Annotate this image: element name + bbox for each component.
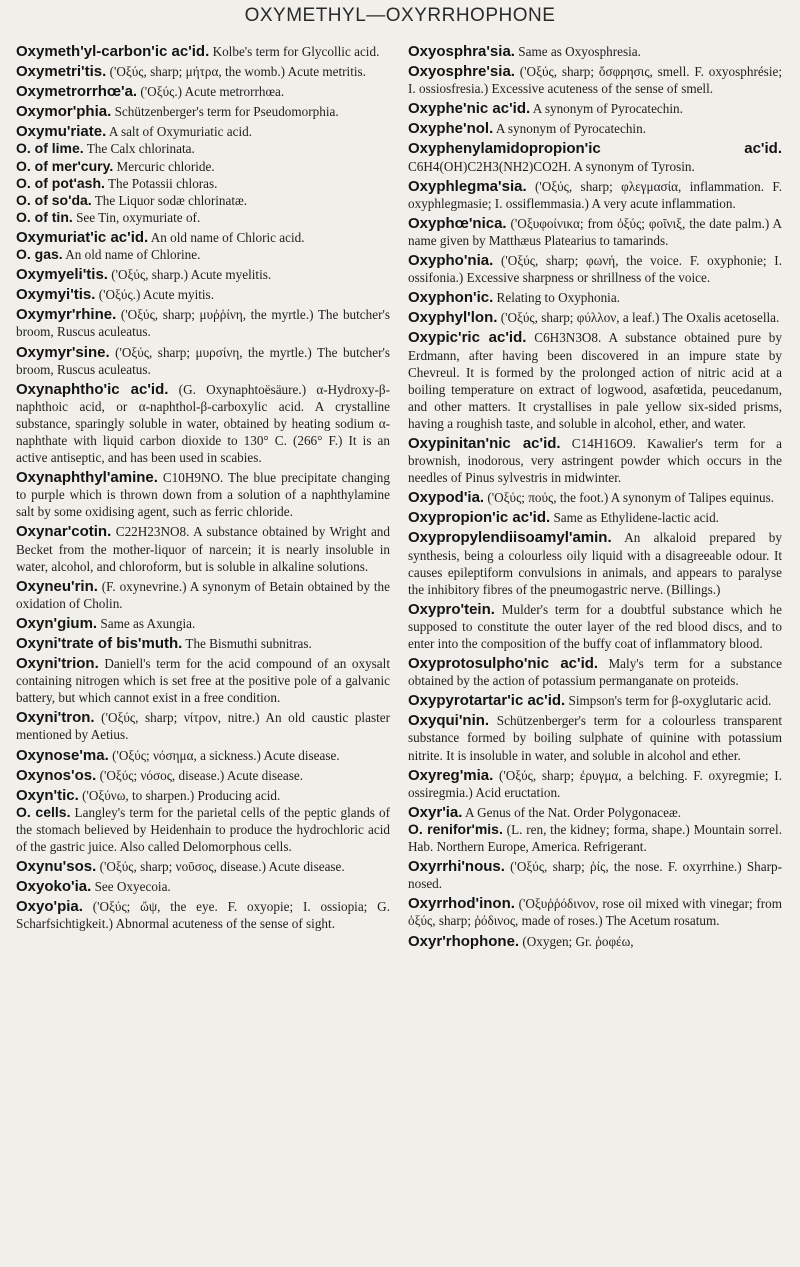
entry-definition: ('Οξύς, sharp.) Acute myelitis. — [107, 267, 272, 283]
entry-headword: Oxynar'cotin. — [16, 523, 112, 541]
entry-definition: (Oxygen; Gr. ῥοφέω, — [519, 933, 634, 949]
dictionary-entry — [408, 43, 782, 60]
entry-definition: An old name of Chloric acid. — [148, 229, 305, 245]
entry-headword: Oxyni'trion. — [16, 655, 99, 673]
entry-definition: ('Οξύς, sharp; ὄσφρησις, smell. F. oxyosphrésie; I. ossiosfresia.) Excessive acuteness of the sense of smell. — [408, 64, 782, 97]
entry-headword: Oxymyr'sine. — [16, 343, 110, 361]
entry-headword: Oxynu'sos. — [16, 858, 97, 876]
entry-definition: Langley's term for the parietal cells of the peptic glands of the stomach believed by Heidenhain to produce the hydrochloric acid of the gastric juice. Also called Delomorphous cells. — [16, 804, 390, 855]
page-header: OXYMETHYL—OXYRRHOPHONE — [244, 5, 556, 26]
dictionary-entry — [408, 601, 782, 652]
entry-definition: See Oxyecoia. — [91, 879, 171, 895]
entry-headword: Oxyrrhod'inon. — [408, 895, 515, 913]
dictionary-entry — [16, 709, 390, 743]
entry-definition: A salt of Oxymuriatic acid. — [106, 124, 253, 140]
left-column — [16, 40, 390, 933]
entry-headword: O. of lime. — [16, 140, 84, 157]
dictionary-entry — [408, 712, 782, 763]
entry-definition: Maly's term for a substance obtained by the action of potassium permanganate on proteids. — [408, 656, 782, 689]
entry-headword: Oxymuriat'ic ac'id. — [16, 228, 149, 246]
dictionary-entry — [408, 692, 782, 709]
entry-definition: The Bismuthi subnitras. — [182, 636, 312, 651]
entry-headword: Oxymor'phia. — [16, 103, 112, 121]
entry-definition: An alkaloid prepared by synthesis, being a colourless oily liquid with a disagreeable odour. It causes epileptiform convulsions in animals, and appears to paralyse the inhibitory fibres of the pneumogastric nerve. (Billings.) — [408, 530, 782, 597]
entry-definition: Mercuric chloride. — [113, 158, 215, 174]
entry-definition: The Calx chlorinata. — [83, 141, 195, 157]
entry-headword: Oxymyi'tis. — [16, 286, 96, 304]
entry-headword: Oxyphe'nic ac'id. — [408, 100, 531, 118]
entry-definition: Mulder's term for a doubtful substance which he supposed to constitute the outer layer of the red blood discs, and to enter into the composition of the buffy coat of inflammatory blood. — [408, 601, 782, 651]
dictionary-entry — [16, 306, 390, 340]
dictionary-entry — [16, 344, 390, 378]
entry-definition: ('Οξύς, sharp; ῥίς, the nose. F. oxyrrhine.) Sharp-nosed. — [408, 859, 782, 892]
dictionary-entry — [16, 103, 390, 120]
entry-definition: A Genus of the Nat. Order Polygonaceæ. — [462, 804, 682, 820]
entry-headword: Oxyni'trate of bis'muth. — [16, 635, 183, 652]
entry-definition: ('Οξυφοίνικα; from ὀξύς; φοῖνιξ, the date palm.) A name given by Matthæus Platearius to tamarinds. — [408, 215, 782, 248]
entry-definition: Same as Ethylidene-lactic acid. — [550, 510, 719, 526]
entry-definition: (L. ren, the kidney; forma, shape.) Mountain sorrel. Hab. Northern Europe, America. Refrigerant. — [408, 821, 782, 855]
entry-headword: Oxymu'riate. — [16, 123, 107, 141]
dictionary-entry — [16, 246, 390, 263]
entry-headword: Oxymyeli'tis. — [16, 266, 108, 284]
entry-definition: Simpson's term for β-oxyglutaric acid. — [565, 693, 772, 709]
entry-headword: O. of tin. — [16, 208, 73, 225]
entry-headword: O. of so'da. — [16, 191, 92, 208]
entry-definition: ('Οξύς.) Acute myitis. — [95, 287, 214, 303]
entry-headword: Oxyrrhi'nous. — [408, 858, 505, 876]
dictionary-entry — [16, 635, 390, 652]
dictionary-entry — [408, 767, 782, 801]
dictionary-entry — [408, 804, 782, 821]
entry-definition: Daniell's term for the acid compound of an oxysalt containing nitrogen which is set free at the positive pole of a galvanic battery, but which cannot exist in a free condition. — [16, 656, 390, 706]
entry-headword: O. of pot'ash. — [16, 174, 105, 191]
entry-headword: O. renifor'mis. — [408, 820, 503, 837]
dictionary-entry — [408, 933, 782, 950]
entry-definition: ('Οξύς, sharp; νίτρον, nitre.) An old caustic plaster mentioned by Aetius. — [16, 710, 390, 743]
dictionary-entry — [408, 63, 782, 97]
entry-headword: Oxyo'pia. — [16, 898, 83, 916]
dictionary-entry — [16, 858, 390, 875]
entry-definition: A synonym of Pyrocatechin. — [493, 121, 646, 137]
entry-headword: Oxyr'rhophone. — [408, 932, 520, 950]
entry-definition: ('Οξύς, sharp; μυρσίνη, the myrtle.) The butcher's broom, Ruscus aculeatus. — [16, 344, 390, 377]
dictionary-entry — [16, 192, 390, 209]
entry-definition: ('Οξύς; ὤψ, the eye. F. oxyopie; I. ossiopia; G. Scharfsichtigkeit.) Abnormal acuteness of the sense of sight. — [16, 899, 390, 932]
dictionary-entry — [16, 767, 390, 784]
entry-headword: Oxyr'ia. — [408, 803, 463, 821]
entry-headword: Oxypho'nia. — [408, 252, 494, 270]
entry-definition: Relating to Oxyphonia. — [493, 290, 620, 306]
entry-definition: ('Οξύς, sharp; φλεγμασία, inflammation. F. oxyphlegmasie; I. ossiflemmasia.) A very acute inflammation. — [408, 178, 782, 211]
entry-headword: Oxyosphra'sia. — [408, 43, 515, 60]
entry-definition: C10H9NO. The blue precipitate changing to purple which is thrown down from a solution of a naphthylamine salt by some oxidising agent, such as ferric chloride. — [16, 470, 390, 520]
entry-definition: ('Οξυῤῥόδινον, rose oil mixed with vinegar; from ὀξύς, sharp; ῥόδινος, made of roses.) The Acetum rosatum. — [408, 896, 782, 929]
entry-definition: Schützenberger's term for a colourless transparent substance formed by boiling sulphate of quinine with potassium nitrite. It is insoluble in water, and soluble in alcohol and ether. — [408, 713, 782, 763]
dictionary-entry — [408, 529, 782, 597]
entry-headword: Oxypyrotartar'ic ac'id. — [408, 692, 566, 710]
dictionary-entry — [16, 578, 390, 612]
entry-definition: An old name of Chlorine. — [62, 247, 201, 263]
entry-definition: A synonym of Pyrocatechin. — [530, 101, 683, 117]
dictionary-entry — [408, 252, 782, 286]
dictionary-entry — [408, 509, 782, 526]
entry-definition: ('Οξύς, sharp; μυῤῥίνη, the myrtle.) The butcher's broom, Ruscus aculeatus. — [16, 307, 390, 340]
dictionary-entry — [16, 158, 390, 175]
dictionary-entry — [16, 381, 390, 466]
entry-definition: The Liquor sodæ chlorinatæ. — [91, 192, 248, 208]
entry-headword: O. of mer'cury. — [16, 157, 114, 174]
entry-definition: C22H23NO8. A substance obtained by Wright and Becket from the mother-liquor of narcein; it is nearly insoluble in water, alcohol, and chloroform, but is soluble in alkaline solutions. — [16, 524, 390, 574]
dictionary-entry — [16, 878, 390, 895]
dictionary-entry — [408, 140, 782, 174]
dictionary-entry — [408, 178, 782, 212]
entry-definition: ('Οξύς; πούς, the foot.) A synonym of Talipes equinus. — [484, 490, 775, 506]
entry-definition: (F. oxynevrine.) A synonym of Betain obtained by the oxidation of Cholin. — [16, 578, 390, 611]
entry-definition: Same as Oxyosphresia. — [514, 44, 641, 59]
dictionary-entry — [408, 289, 782, 306]
entry-definition: ('Οξύς.) Acute metrorrhœa. — [137, 84, 285, 100]
dictionary-entry — [408, 821, 782, 855]
entry-headword: Oxypro'tein. — [408, 600, 495, 618]
entry-headword: Oxypropylendiisoamyl'amin. — [408, 529, 612, 547]
dictionary-entry — [16, 787, 390, 804]
dictionary-entry — [408, 120, 782, 137]
entry-headword: Oxynaphthyl'amine. — [16, 469, 158, 487]
entry-definition: See Tin, oxymuriate of. — [72, 209, 201, 225]
dictionary-entry — [16, 43, 390, 60]
entry-headword: Oxymetri'tis. — [16, 63, 107, 81]
dictionary-entry — [16, 83, 390, 100]
dictionary-entry — [408, 215, 782, 249]
dictionary-entry — [408, 655, 782, 689]
entry-headword: Oxyni'tron. — [16, 709, 95, 727]
entry-definition: C6H3N3O8. A substance obtained pure by Erdmann, after having been discovered in an impure state by Chevreul. It is formed by the prolonged action of nitric acid at a boiling temperature on extract of logwood, asafœtida, peucedanum, and other matters. It crystallises in pale yellow six-sided prisms, having a roughish taste, and soluble in alcohol, ether, and water. — [408, 330, 782, 431]
dictionary-entry — [16, 615, 390, 632]
entry-headword: Oxyqui'nin. — [408, 712, 490, 730]
dictionary-entry — [408, 435, 782, 486]
dictionary-entry — [16, 469, 390, 520]
entry-definition: (G. Oxynaphtoësäure.) α-Hydroxy-β-naphthoic acid, or α-naphthol-β-carboxylic acid. A crystalline substance, sparingly soluble in water, obtained by heating sodium α-naphthate with liquid carbon dioxide to 130° C. (266° F.) It is an active antiseptic, and has been used in scabies. — [16, 381, 390, 466]
entry-headword: Oxynos'os. — [16, 766, 97, 784]
dictionary-entry — [16, 898, 390, 932]
entry-headword: O. cells. — [16, 803, 71, 820]
entry-headword: Oxymyr'rhine. — [16, 306, 117, 324]
entry-headword: Oxymeth'yl-carbon'ic ac'id. — [16, 43, 210, 60]
dictionary-entry — [16, 123, 390, 140]
entry-headword: Oxyphlegma'sia. — [408, 177, 527, 195]
entry-headword: Oxypod'ia. — [408, 489, 485, 507]
entry-headword: Oxyneu'rin. — [16, 577, 98, 595]
entry-headword: Oxynaphtho'ic ac'id. — [16, 380, 169, 398]
entry-headword: Oxypropion'ic ac'id. — [408, 509, 551, 527]
dictionary-entry — [16, 140, 390, 157]
dictionary-entry — [16, 63, 390, 80]
dictionary-entry — [408, 858, 782, 892]
entry-definition: Same as Axungia. — [97, 615, 196, 631]
dictionary-entry — [16, 229, 390, 246]
entry-headword: Oxyosphre'sia. — [408, 63, 515, 81]
entry-headword: Oxyphenylamidopropion'ic ac'id. — [408, 140, 782, 158]
dictionary-entry — [16, 804, 390, 855]
dictionary-entry — [16, 209, 390, 226]
entry-headword: O. gas. — [16, 246, 63, 263]
entry-headword: Oxyphyl'lon. — [408, 309, 498, 327]
entry-headword: Oxyoko'ia. — [16, 878, 92, 896]
entry-headword: Oxynose'ma. — [16, 746, 109, 764]
entry-headword: Oxymetrorrhœ'a. — [16, 83, 138, 101]
entry-headword: Oxyphœ'nica. — [408, 214, 507, 232]
dictionary-entry — [408, 489, 782, 506]
entry-definition: ('Οξύνω, to sharpen.) Producing acid. — [78, 787, 281, 803]
entry-headword: Oxyn'gium. — [16, 614, 98, 632]
dictionary-entry — [16, 175, 390, 192]
entry-definition: ('Οξύς, sharp; νοῦσος, disease.) Acute disease. — [96, 859, 345, 875]
dictionary-entry — [408, 895, 782, 929]
entry-definition: C6H4(OH)C2H3(NH2)CO2H. A synonym of Tyrosin. — [408, 158, 695, 174]
dictionary-entry — [16, 523, 390, 574]
entry-definition: ('Οξύς, sharp; μήτρα, the womb.) Acute metritis. — [106, 64, 366, 80]
entry-headword: Oxypinitan'nic ac'id. — [408, 434, 561, 452]
entry-headword: Oxyprotosulpho'nic ac'id. — [408, 655, 599, 673]
entry-headword: Oxyn'tic. — [16, 786, 79, 804]
dictionary-entry — [16, 747, 390, 764]
entry-definition: The Potassii chloras. — [104, 175, 218, 191]
right-column — [408, 40, 782, 950]
entry-headword: Oxyphon'ic. — [408, 289, 494, 307]
entry-headword: Oxyphe'nol. — [408, 120, 494, 138]
dictionary-entry — [408, 100, 782, 117]
entry-definition: Schützenberger's term for Pseudomorphia. — [111, 104, 339, 120]
dictionary-entry — [16, 655, 390, 706]
entry-headword: Oxypic'ric ac'id. — [408, 329, 527, 347]
dictionary-entry — [408, 309, 782, 326]
dictionary-entry — [16, 266, 390, 283]
entry-definition: Kolbe's term for Glycollic acid. — [209, 44, 380, 59]
entry-definition: ('Οξύς, sharp; ἐρυγμα, a belching. F. oxyregmie; I. ossiregmia.) Acid eructation. — [408, 767, 782, 800]
dictionary-entry — [16, 286, 390, 303]
entry-definition: ('Οξύς, sharp; φωνή, the voice. F. oxyphonie; I. ossifonia.) Excessive sharpness or shrillness of the voice. — [408, 253, 782, 286]
entry-headword: Oxyreg'mia. — [408, 766, 494, 784]
entry-definition: ('Οξύς; νόσημα, a sickness.) Acute disease. — [108, 747, 340, 763]
entry-definition: ('Οξύς, sharp; φύλλον, a leaf.) The Oxalis acetosella. — [497, 310, 780, 326]
entry-definition: C14H16O9. Kawalier's term for a brownish, inodorous, very astringent powder which occurs in the needles of Pinus sylvestris in midwinter. — [408, 435, 783, 486]
dictionary-entry — [408, 329, 782, 432]
entry-definition: ('Οξύς; νόσος, disease.) Acute disease. — [96, 767, 304, 783]
